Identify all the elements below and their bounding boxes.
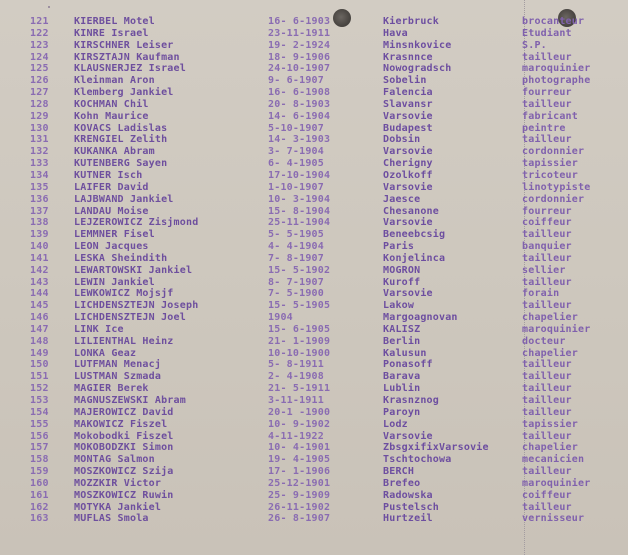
table-row (0, 134, 628, 146)
birth-place: Falencia (383, 87, 433, 99)
occupation: tapissier (522, 158, 578, 170)
birth-place: Krasnnce (383, 51, 433, 63)
table-row (0, 454, 628, 466)
row-number: 160 (30, 477, 49, 489)
occupation: tricoteur (522, 169, 578, 181)
table-row (0, 502, 628, 514)
person-name: LANDAU Moise (74, 205, 149, 217)
birth-place: Radowska (383, 489, 433, 501)
row-number: 151 (30, 371, 49, 383)
person-name: MAJEROWICZ David (74, 406, 174, 418)
birth-date: 15- 6-1905 (268, 323, 331, 335)
person-name: KINRE Israel (74, 27, 149, 39)
row-number: 121 (30, 16, 49, 27)
occupation: tapissier (522, 418, 578, 430)
row-number: 129 (30, 110, 49, 122)
birth-place: Varsovie (383, 146, 433, 158)
person-name: MOZZKIR Victor (74, 477, 162, 489)
table-row (0, 87, 628, 99)
table-row (0, 52, 628, 64)
birth-place: Minsnkovice (383, 39, 452, 51)
occupation: tailleur (522, 51, 572, 63)
occupation: tailleur (522, 252, 572, 264)
occupation: vernisseur (522, 513, 585, 525)
birth-date: 15- 5-1902 (268, 264, 331, 276)
person-name: LONKA Geaz (74, 347, 137, 359)
occupation: mecanicien (522, 454, 585, 466)
table-row (0, 16, 628, 28)
birth-place: Kalusun (383, 347, 427, 359)
birth-place: Krasnznog (383, 395, 439, 406)
occupation: banquier (522, 241, 572, 253)
birth-date: 25-12-1901 (268, 477, 331, 489)
occupation: chapelier (522, 442, 578, 454)
occupation: linotypiste (522, 181, 591, 193)
row-number: 153 (30, 395, 49, 406)
occupation: tailleur (522, 359, 572, 371)
table-row (0, 324, 628, 336)
table-row (0, 513, 628, 525)
row-number: 158 (30, 454, 49, 466)
occupation: chapelier (522, 312, 578, 324)
row-number: 127 (30, 87, 49, 99)
birth-place: MOGRON (383, 264, 421, 276)
row-number: 130 (30, 122, 49, 134)
birth-place: Margoagnovan (383, 312, 458, 324)
person-name: LEWIN Jankiel (74, 276, 155, 288)
birth-date: 15- 5-1905 (268, 300, 331, 312)
occupation: tailleur (522, 276, 572, 288)
birth-date: 5- 5-1905 (268, 229, 324, 241)
person-name: MOTYKA Jankiel (74, 501, 162, 513)
birth-place: Varsovie (383, 430, 433, 442)
birth-date: 1-10-1907 (268, 181, 324, 193)
table-row (0, 442, 628, 454)
row-number: 143 (30, 276, 49, 288)
birth-place: Varsovie (383, 288, 433, 300)
birth-date: 21- 1-1909 (268, 335, 331, 347)
occupation: fabricant (522, 110, 578, 122)
birth-date: 1904 (268, 312, 293, 324)
row-number: 161 (30, 489, 49, 501)
birth-date: 26- 8-1907 (268, 513, 331, 525)
birth-place: Dobsin (383, 134, 421, 146)
row-number: 128 (30, 98, 49, 110)
person-name: LAIFER David (74, 181, 149, 193)
table-row (0, 395, 628, 407)
row-number: 125 (30, 63, 49, 75)
occupation: tailleur (522, 134, 572, 146)
birth-date: 10-10-1900 (268, 347, 331, 359)
occupation: chapelier (522, 347, 578, 359)
occupation: coiffeur (522, 489, 572, 501)
row-number: 163 (30, 513, 49, 525)
occupation: maroquinier (522, 323, 591, 335)
person-name: KRENGIEL Zelith (74, 134, 168, 146)
table-row (0, 383, 628, 395)
person-name: MAGNUSZEWSKI Abram (74, 395, 186, 406)
birth-place: Lodz (383, 418, 408, 430)
occupation: tailleur (522, 466, 572, 478)
birth-date: 3- 7-1904 (268, 146, 324, 158)
person-name: Kohn Maurice (74, 110, 149, 122)
occupation: cordonnier (522, 146, 585, 158)
row-number: 159 (30, 466, 49, 478)
birth-place: Varsovie (383, 110, 433, 122)
birth-place: Slavansr (383, 98, 433, 110)
occupation: docteur (522, 335, 566, 347)
person-name: LICHDENSZTEJN Joel (74, 312, 186, 324)
person-name: Mokobodki Fiszel (74, 430, 174, 442)
birth-date: 10- 4-1901 (268, 442, 331, 454)
table-row (0, 431, 628, 443)
birth-date: 23-11-1911 (268, 27, 331, 39)
row-number: 136 (30, 193, 49, 205)
row-number: 124 (30, 51, 49, 63)
row-number: 139 (30, 229, 49, 241)
birth-date: 8- 7-1907 (268, 276, 324, 288)
birth-place: Sobelin (383, 75, 427, 87)
row-number: 138 (30, 217, 49, 229)
occupation: maroquinier (522, 63, 591, 75)
table-row (0, 265, 628, 277)
occupation: tailleur (522, 395, 572, 406)
person-name: MOKOBODZKI Simon (74, 442, 174, 454)
birth-place: Lublin (383, 383, 421, 395)
person-name: MUFLAS Smola (74, 513, 149, 525)
table-row (0, 99, 628, 111)
birth-date: 20- 8-1903 (268, 98, 331, 110)
birth-place: Barava (383, 371, 421, 383)
row-number: 152 (30, 383, 49, 395)
birth-place: Paroyn (383, 406, 421, 418)
birth-place: Budapest (383, 122, 433, 134)
table-row (0, 490, 628, 502)
birth-place: Kierbruck (383, 16, 439, 27)
birth-date: 25-11-1904 (268, 217, 331, 229)
birth-place: Kuroff (383, 276, 421, 288)
birth-place: ZbsgxifixVarsovie (383, 442, 489, 454)
person-name: LICHDENSZTEJN Joseph (74, 300, 199, 312)
person-name: LESKA Sheindith (74, 252, 168, 264)
birth-date: 17- 1-1906 (268, 466, 331, 478)
birth-date: 14- 3-1903 (268, 134, 331, 146)
stray-dot (48, 6, 50, 8)
occupation: photographe (522, 75, 591, 87)
person-name: Klemberg Jankiel (74, 87, 174, 99)
person-name: LEWARTOWSKI Jankiel (74, 264, 193, 276)
person-name: Kleinman Aron (74, 75, 155, 87)
occupation: fourreur (522, 205, 572, 217)
birth-date: 9- 6-1907 (268, 75, 324, 87)
birth-date: 7- 5-1900 (268, 288, 324, 300)
birth-date: 5- 8-1911 (268, 359, 324, 371)
row-number: 154 (30, 406, 49, 418)
occupation: forain (522, 288, 560, 300)
birth-place: Chesanone (383, 205, 439, 217)
person-name: KUTENBERG Sayen (74, 158, 168, 170)
row-number: 133 (30, 158, 49, 170)
person-name: KIRSZTAJN Kaufman (74, 51, 180, 63)
birth-date: 19- 2-1924 (268, 39, 331, 51)
table-row (0, 28, 628, 40)
birth-date: 4- 4-1904 (268, 241, 324, 253)
row-number: 132 (30, 146, 49, 158)
birth-place: Nowogradsch (383, 63, 452, 75)
person-name: MOSZKOWICZ Ruwin (74, 489, 174, 501)
table-row (0, 359, 628, 371)
row-number: 122 (30, 27, 49, 39)
table-row (0, 63, 628, 75)
birth-place: Hava (383, 27, 408, 39)
birth-place: Berlin (383, 335, 421, 347)
birth-place: KALISZ (383, 323, 421, 335)
birth-date: 4-11-1922 (268, 430, 324, 442)
row-number: 141 (30, 252, 49, 264)
table-row (0, 75, 628, 87)
birth-place: Lakow (383, 300, 415, 312)
birth-date: 20-1 -1900 (268, 406, 331, 418)
birth-date: 17-10-1904 (268, 169, 331, 181)
record-list (0, 16, 628, 525)
table-row (0, 300, 628, 312)
row-number: 142 (30, 264, 49, 276)
table-row (0, 217, 628, 229)
row-number: 146 (30, 312, 49, 324)
birth-date: 5-10-1907 (268, 122, 324, 134)
birth-date: 19- 4-1905 (268, 454, 331, 466)
occupation: sellier (522, 264, 566, 276)
row-number: 144 (30, 288, 49, 300)
person-name: KOCHMAN Chil (74, 98, 149, 110)
birth-date: 10- 3-1904 (268, 193, 331, 205)
birth-date: 21- 5-1911 (268, 383, 331, 395)
person-name: KLAUSNERJEZ Israel (74, 63, 186, 75)
table-row (0, 478, 628, 490)
occupation: brocanteur (522, 16, 585, 27)
occupation: tailleur (522, 430, 572, 442)
occupation: tailleur (522, 383, 572, 395)
person-name: LAJBWAND Jankiel (74, 193, 174, 205)
person-name: KUKANKA Abram (74, 146, 155, 158)
person-name: LILIENTHAL Heinz (74, 335, 174, 347)
table-row (0, 40, 628, 52)
row-number: 150 (30, 359, 49, 371)
table-row (0, 348, 628, 360)
birth-date: 18- 9-1906 (268, 51, 331, 63)
birth-place: Brefeo (383, 477, 421, 489)
occupation: tailleur (522, 501, 572, 513)
birth-place: Ozolkoff (383, 169, 433, 181)
person-name: MOSZKOWICZ Szija (74, 466, 174, 478)
birth-place: Varsovie (383, 217, 433, 229)
occupation: peintre (522, 122, 566, 134)
person-name: LUSTMAN Szmada (74, 371, 162, 383)
table-row (0, 277, 628, 289)
table-row (0, 466, 628, 478)
row-number: 149 (30, 347, 49, 359)
birth-date: 26-11-1902 (268, 501, 331, 513)
table-row (0, 253, 628, 265)
occupation: maroquinier (522, 477, 591, 489)
row-number: 123 (30, 39, 49, 51)
birth-place: Pustelsch (383, 501, 439, 513)
row-number: 131 (30, 134, 49, 146)
row-number: 162 (30, 501, 49, 513)
occupation: coiffeur (522, 217, 572, 229)
row-number: 155 (30, 418, 49, 430)
table-row (0, 241, 628, 253)
occupation: cordonnier (522, 193, 585, 205)
person-name: KOVACS Ladislas (74, 122, 168, 134)
birth-place: Paris (383, 241, 415, 253)
table-row (0, 407, 628, 419)
person-name: LUTFMAN Menacj (74, 359, 162, 371)
birth-date: 14- 6-1904 (268, 110, 331, 122)
occupation: tailleur (522, 406, 572, 418)
row-number: 126 (30, 75, 49, 87)
table-row (0, 158, 628, 170)
birth-place: BERCH (383, 466, 415, 478)
person-name: KUTNER Isch (74, 169, 143, 181)
birth-date: 25- 9-1909 (268, 489, 331, 501)
birth-date: 7- 8-1907 (268, 252, 324, 264)
birth-date: 16- 6-1908 (268, 87, 331, 99)
table-row (0, 229, 628, 241)
table-row (0, 206, 628, 218)
birth-place: Cherigny (383, 158, 433, 170)
birth-place: Tschtochowa (383, 454, 452, 466)
birth-date: 6- 4-1905 (268, 158, 324, 170)
birth-date: 2- 4-1908 (268, 371, 324, 383)
table-row (0, 288, 628, 300)
birth-date: 15- 8-1904 (268, 205, 331, 217)
birth-place: Hurtzeil (383, 513, 433, 525)
row-number: 134 (30, 169, 49, 181)
table-row (0, 170, 628, 182)
person-name: LEON Jacques (74, 241, 149, 253)
person-name: KIERBEL Motel (74, 16, 155, 27)
birth-place: Ponasoff (383, 359, 433, 371)
birth-date: 24-10-1907 (268, 63, 331, 75)
birth-date: 16- 6-1903 (268, 16, 331, 27)
person-name: MAGIER Berek (74, 383, 149, 395)
table-row (0, 111, 628, 123)
occupation: tailleur (522, 300, 572, 312)
table-row (0, 312, 628, 324)
birth-place: Konjelinca (383, 252, 446, 264)
occupation: fourreur (522, 87, 572, 99)
birth-place: Beneebcsig (383, 229, 446, 241)
person-name: LINK Ice (74, 323, 124, 335)
person-name: MAKOWICZ Fiszel (74, 418, 168, 430)
birth-place: Varsovie (383, 181, 433, 193)
table-row (0, 419, 628, 431)
row-number: 145 (30, 300, 49, 312)
row-number: 148 (30, 335, 49, 347)
occupation: tailleur (522, 98, 572, 110)
person-name: LEWKOWICZ Mojsjf (74, 288, 174, 300)
birth-place: Jaesce (383, 193, 421, 205)
row-number: 157 (30, 442, 49, 454)
table-row (0, 182, 628, 194)
occupation: tailleur (522, 371, 572, 383)
occupation: Etudiant (522, 27, 572, 39)
table-row (0, 371, 628, 383)
person-name: MONTAG Salmon (74, 454, 155, 466)
person-name: LEMMNER Fisel (74, 229, 155, 241)
row-number: 156 (30, 430, 49, 442)
row-number: 147 (30, 323, 49, 335)
occupation: S.P. (522, 39, 547, 51)
table-row (0, 336, 628, 348)
row-number: 135 (30, 181, 49, 193)
table-row (0, 123, 628, 135)
table-row (0, 194, 628, 206)
occupation: tailleur (522, 229, 572, 241)
birth-date: 3-11-1911 (268, 395, 324, 406)
row-number: 137 (30, 205, 49, 217)
person-name: KIRSCHNER Leiser (74, 39, 174, 51)
birth-date: 10- 9-1902 (268, 418, 331, 430)
table-row (0, 146, 628, 158)
row-number: 140 (30, 241, 49, 253)
person-name: LEJZEROWICZ Zisjmond (74, 217, 199, 229)
